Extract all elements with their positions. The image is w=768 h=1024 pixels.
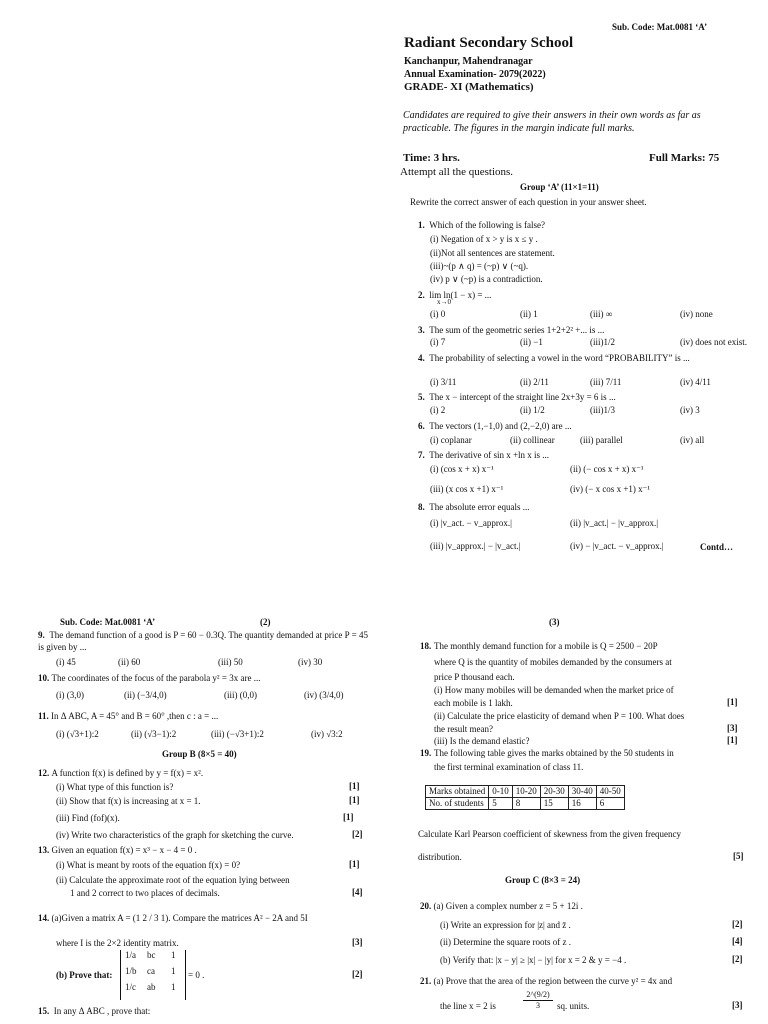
q18-line-7: the result mean? — [434, 724, 493, 734]
q13-part-2b: 1 and 2 correct to two places of decimals. — [70, 888, 220, 898]
q2-options: (i) 0 (ii) 1 (iii) ∞ (iv) none — [430, 309, 713, 319]
q20-part-1: (i) Write an expression for |z| and z̄ . — [440, 920, 571, 930]
q20-mark-3: [2] — [732, 954, 743, 964]
q12-part-3: (iii) Find (fof)(x). — [56, 813, 120, 823]
q11-options: (i) (√3+1):2 (ii) (√3−1):2 (iii) (−√3+1):2 (iv) √3:2 — [56, 729, 343, 739]
q1-opt-4: (iv) p ∨ (~p) is a contradiction. — [430, 274, 543, 284]
sub-code: Sub. Code: Mat.0081 ‘A’ — [612, 22, 708, 32]
q3-options: (i) 7 (ii) −1 (iii)1/2 (iv) does not exist. — [430, 337, 747, 347]
q20-mark-2: [4] — [732, 936, 743, 946]
q13-mark-1: [1] — [349, 859, 360, 869]
q12-part-4: (iv) Write two characteristics of the graph for sketching the curve. — [56, 830, 294, 840]
q10-options: (i) (3,0) (ii) (−3/4,0) (iii) (0,0) (iv) (3/4,0) — [56, 690, 344, 700]
table-row: Marks obtained 0-10 10-20 20-30 30-40 40-50 — [426, 786, 625, 798]
attempt: Attempt all the questions. — [400, 166, 514, 178]
q7: 7. The derivative of sin x +ln x is ... — [418, 450, 550, 460]
contd: Contd… — [700, 542, 734, 552]
q6-options: (i) coplanar (ii) collinear (iii) parallel (iv) all — [430, 435, 705, 445]
q5: 5. The x − intercept of the straight line 2x+3y = 6 is ... — [418, 392, 616, 402]
q12-part-1: (i) What type of this function is? — [56, 782, 174, 792]
marks-table — [425, 785, 625, 810]
q9: 9. The demand function of a good is P = 60 − 0.3Q. The quantity demanded at price P = 45 is given by ... — [38, 630, 368, 652]
group-a-heading: Group ‘A’ (11×1=11) — [520, 182, 599, 192]
q19-calc: Calculate Karl Pearson coefficient of skewness from the given frequency — [418, 829, 681, 839]
q3: 3. The sum of the geometric series 1+2+2² +... is ... — [418, 325, 605, 335]
q14a: 14. (a)Given a matrix A = (1 2 / 3 1). Compare the matrices A² − 2A and 5I — [38, 913, 308, 923]
q19-line-2: the first terminal examination of class 11. — [434, 762, 584, 772]
q4: 4. The probability of selecting a vowel in the word “PROBABILITY” is ... — [418, 353, 690, 363]
q6: 6. The vectors (1,−1,0) and (2,−2,0) are ... — [418, 421, 572, 431]
q8-options-row2: (iii) |v_approx.| − |v_act.| (iv) − |v_act. − v_approx.| — [430, 541, 664, 551]
q21-mark: [3] — [732, 1000, 743, 1010]
q5-options: (i) 2 (ii) 1/2 (iii)1/3 (iv) 3 — [430, 405, 700, 415]
q12: 12. A function f(x) is defined by y = f(x) = x². — [38, 768, 204, 778]
q8: 8. The absolute error equals ... — [418, 502, 530, 512]
q13-part-1: (i) What is meant by roots of the equation f(x) = 0? — [56, 860, 241, 870]
q1: 1. Which of the following is false? — [418, 220, 545, 230]
q14b-determinant: 1/a bc 1 1/b ca 1 1/c ab 1 — [120, 950, 186, 1000]
q18-line-3: price P thousand each. — [434, 672, 515, 682]
q18-line-2: where Q is the quantity of mobiles demanded by the consumers at — [434, 657, 672, 667]
q18-line-1: The monthly demand function for a mobile is Q = 2500 − 20P — [434, 641, 658, 651]
q8-options-row1: (i) |v_act. − v_approx.| (ii) |v_act.| − |v_approx.| — [430, 518, 659, 528]
time: Time: 3 hrs. — [403, 152, 460, 164]
q12-mark-4: [2] — [352, 829, 363, 839]
group-c-heading: Group C (8×3 = 24) — [505, 875, 581, 885]
q18-number: 18. — [420, 641, 432, 651]
q20-part-3: (b) Verify that: |x − y| ≥ |x| − |y| for x = 2 & y = −4 . — [440, 955, 627, 965]
q18-mark-1: [1] — [727, 697, 738, 707]
q7-options-row1: (i) (cos x + x) x⁻¹ (ii) (− cos x + x) x⁻¹ — [430, 464, 644, 474]
q18-line-6: (ii) Calculate the price elasticity of demand when P = 100. What does — [434, 711, 685, 721]
q18-line-4: (i) How many mobiles will be demanded when the market price of — [434, 685, 674, 695]
q18-line-8: (iii) Is the demand elastic? — [434, 736, 530, 746]
q2-limit-sub: x→0 — [437, 298, 451, 306]
group-b-heading: Group B (8×5 = 40) — [162, 749, 237, 759]
q2: 2. lim ln(1 − x) = ... — [418, 290, 492, 300]
page-number-3: (3) — [549, 617, 560, 627]
exam-title: Annual Examination- 2079(2022) — [404, 69, 546, 80]
q18-mark-3: [1] — [727, 735, 738, 745]
grade: GRADE- XI (Mathematics) — [404, 81, 534, 93]
q21-fraction: 2^(9/2) 3 — [523, 990, 553, 1011]
q1-opt-3: (iii)~(p ∧ q) = (~p) ∨ (~q). — [430, 261, 529, 271]
q19-line-1: The following table gives the marks obtained by the 50 students in — [434, 748, 674, 758]
q20a: 20. (a) Given a complex number z = 5 + 12i . — [420, 901, 583, 911]
page-number-2: (2) — [260, 617, 271, 627]
q15: 15. In any Δ ABC , prove that: — [38, 1006, 151, 1016]
q14a-line2: where I is the 2×2 identity matrix. — [56, 938, 179, 948]
q19-mark: [5] — [733, 851, 744, 861]
q11: 11. In Δ ABC, A = 45° and B = 60° ,then c : a = ... — [38, 711, 219, 721]
q19-number: 19. — [420, 748, 432, 758]
q21a-line3: sq. units. — [557, 1001, 590, 1011]
full-marks: Full Marks: 75 — [649, 152, 720, 164]
q18-line-5: each mobile is 1 lakh. — [434, 698, 513, 708]
rewrite-instruction: Rewrite the correct answer of each question in your answer sheet. — [410, 197, 647, 207]
q14a-mark: [3] — [352, 937, 363, 947]
q12-mark-3: [1] — [343, 812, 354, 822]
sub-code-2: Sub. Code: Mat.0081 ‘A’ — [60, 617, 156, 627]
q12-mark-1: [1] — [349, 781, 360, 791]
q13-mark-2: [4] — [352, 887, 363, 897]
q1-opt-2: (ii)Not all sentences are statement. — [430, 248, 555, 258]
q12-part-2: (ii) Show that f(x) is increasing at x = 1. — [56, 796, 201, 806]
q21a-line2: the line x = 2 is — [440, 1001, 496, 1011]
school-address: Kanchanpur, Mahendranagar — [404, 56, 533, 67]
q13-part-2: (ii) Calculate the approximate root of the equation lying between — [56, 875, 290, 885]
school-name: Radiant Secondary School — [404, 35, 574, 51]
q21a: 21. (a) Prove that the area of the region between the curve y² = 4x and — [420, 976, 673, 986]
q9-options: (i) 45 (ii) 60 (iii) 50 (iv) 30 — [56, 657, 323, 667]
q20-part-2: (ii) Determine the square roots of z . — [440, 937, 571, 947]
q18-mark-2: [3] — [727, 723, 738, 733]
table-row: No. of students 5 8 15 16 6 — [426, 798, 625, 810]
q13: 13. Given an equation f(x) = x³ − x − 4 = 0 . — [38, 845, 197, 855]
q19-calc-2: distribution. — [418, 852, 462, 862]
q14b-equals: = 0 . — [188, 970, 205, 980]
q1-opt-1: (i) Negation of x > y is x ≤ y . — [430, 234, 538, 244]
q7-options-row2: (iii) (x cos x +1) x⁻¹ (iv) (− x cos x +1) x⁻¹ — [430, 484, 651, 494]
instructions: Candidates are required to give their answers in their own words as far as practicable. The figures in the margin indicate full marks. — [403, 110, 701, 134]
q14b-mark: [2] — [352, 969, 363, 979]
q4-options: (i) 3/11 (ii) 2/11 (iii) 7/11 (iv) 4/11 — [430, 377, 711, 387]
q10: 10. The coordinates of the focus of the parabola y² = 3x are ... — [38, 673, 261, 683]
q14b: (b) Prove that: — [56, 970, 113, 980]
q12-mark-2: [1] — [349, 795, 360, 805]
q20-mark-1: [2] — [732, 919, 743, 929]
